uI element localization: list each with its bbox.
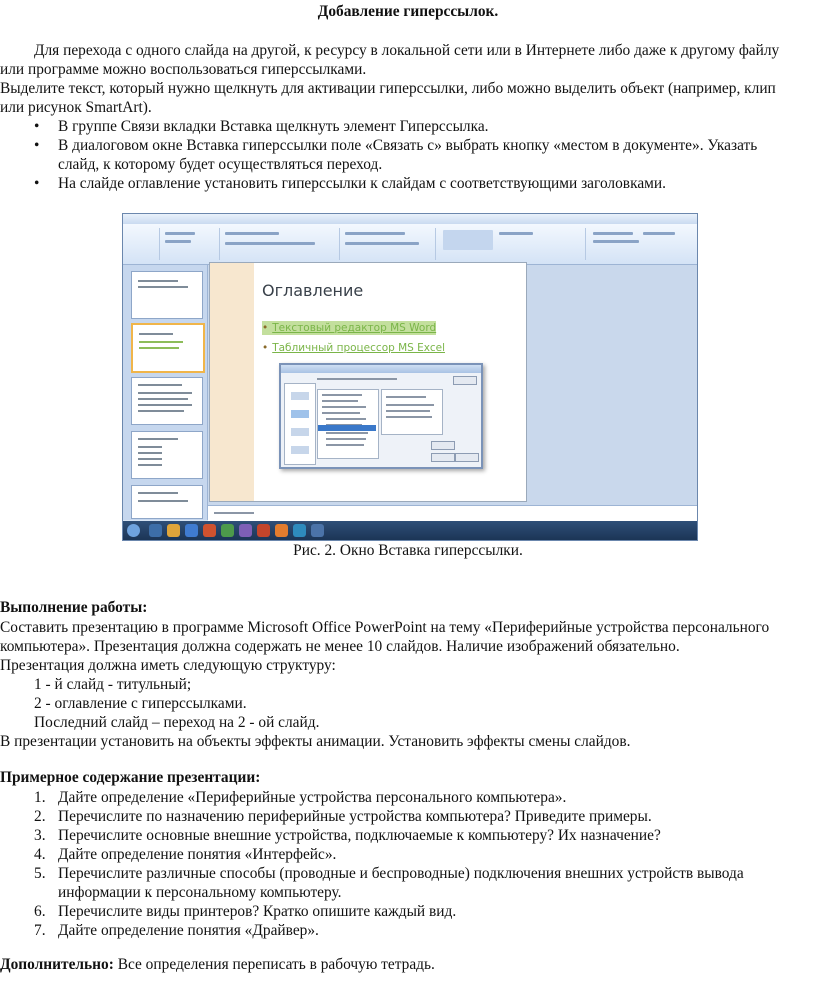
slide-thumbnail — [131, 431, 203, 479]
slide-hyperlink-item: • Табличный процессор MS Excel — [262, 342, 445, 354]
slide-thumbnail — [131, 271, 203, 319]
slide-hyperlink-item: • Текстовый редактор MS Word — [262, 322, 437, 334]
slide-thumbnails-pane — [123, 265, 208, 520]
intro-line-2: или программе можно воспользоваться гиперссылками. — [0, 61, 367, 78]
list-item — [0, 845, 816, 864]
ribbon — [123, 224, 697, 265]
list-number: 7. — [34, 922, 46, 939]
list-number: 6. — [34, 903, 46, 920]
list-item — [0, 174, 816, 193]
list-number: 5. — [34, 865, 46, 882]
intro-line-4: или рисунок SmartArt). — [0, 99, 152, 116]
list-item — [0, 136, 816, 174]
structure-item-2: 2 - оглавление с гиперссылками. — [34, 695, 247, 712]
work-line-4: В презентации установить на объекты эффекты анимации. Установить эффекты смены слайдов. — [0, 733, 631, 750]
work-heading: Выполнение работы: — [0, 599, 148, 616]
slide-thumbnail — [131, 377, 203, 425]
slide-thumbnail-selected — [131, 323, 205, 373]
bullet-text-continued: слайд, к которому будет осуществляться переход. — [58, 156, 383, 173]
dialog-slide-list — [317, 389, 379, 459]
bullet-icon: • — [262, 342, 269, 354]
list-item — [0, 902, 816, 921]
list-number: 2. — [34, 808, 46, 825]
list-item — [0, 117, 816, 136]
work-line-2: компьютера». Презентация должна содержать не менее 10 слайдов. Наличие изображений обязательно. — [0, 638, 680, 655]
work-line-3: Презентация должна иметь следующую структуру: — [0, 657, 336, 674]
list-number: 1. — [34, 789, 46, 806]
notes-pane — [208, 505, 697, 521]
list-item — [0, 807, 816, 826]
list-item — [0, 788, 816, 807]
intro-line-3: Выделите текст, который нужно щелкнуть для активации гиперссылки, либо можно выделить объект (например, клип — [0, 80, 776, 97]
additional-note — [0, 955, 816, 974]
document-title: Добавление гиперссылок. — [317, 3, 499, 20]
content-numbered-list — [0, 788, 816, 940]
bullet-text: В диалоговом окне Вставка гиперссылки поле «Связать с» выбрать кнопку «местом в документе». Указать — [58, 137, 758, 154]
work-line-1: Составить презентацию в программе Microsoft Office PowerPoint на тему «Периферийные устройства персонального — [0, 619, 770, 636]
list-item — [0, 864, 816, 902]
powerpoint-screenshot — [122, 213, 698, 541]
dialog-preview-pane — [381, 389, 443, 435]
list-item-text: Дайте определение «Периферийные устройства персонального компьютера». — [58, 789, 567, 806]
windows-taskbar — [123, 521, 697, 540]
structure-item-1: 1 - й слайд - титульный; — [34, 676, 192, 693]
additional-label: Дополнительно: — [0, 956, 114, 973]
list-item — [0, 921, 816, 940]
content-heading: Примерное содержание презентации: — [0, 769, 261, 786]
slide-thumbnail — [131, 485, 203, 519]
list-item-text: Дайте определение понятия «Драйвер». — [58, 922, 319, 939]
bullet-icon: • — [34, 175, 40, 192]
figure-caption: Рис. 2. Окно Вставка гиперссылки. — [293, 542, 523, 559]
bullet-icon: • — [34, 118, 40, 135]
list-item-text: Перечислите основные внешние устройства, подключаемые к компьютеру? Их назначение? — [58, 827, 661, 844]
bullet-text: В группе Связи вкладки Вставка щелкнуть элемент Гиперссылка. — [58, 118, 489, 135]
slide-title: Оглавление — [262, 281, 364, 300]
list-item — [0, 826, 816, 845]
dialog-titlebar — [281, 365, 481, 373]
bullet-text: На слайде оглавление установить гиперссылки к слайдам с соответствующими заголовками. — [58, 175, 666, 192]
bullet-icon: • — [34, 137, 40, 154]
additional-text: Все определения переписать в рабочую тетрадь. — [113, 956, 435, 973]
insert-hyperlink-dialog — [279, 363, 483, 469]
list-item-text-continued: информации к персональному компьютеру. — [58, 884, 342, 901]
list-item-text: Перечислите виды принтеров? Кратко опишите каждый вид. — [58, 903, 457, 920]
structure-item-3: Последний слайд – переход на 2 - ой слайд. — [34, 714, 320, 731]
list-number: 3. — [34, 827, 46, 844]
steps-bullet-list — [0, 117, 816, 193]
intro-line-1: Для перехода с одного слайда на другой, к ресурсу в локальной сети или в Интернете либо даже к другому файлу — [34, 42, 780, 59]
dialog-link-to-panel — [284, 383, 316, 465]
list-number: 4. — [34, 846, 46, 863]
start-icon — [127, 524, 140, 537]
list-item-text: Перечислите по назначению периферийные устройства компьютера? Приведите примеры. — [58, 808, 652, 825]
bullet-icon: • — [262, 322, 269, 334]
list-item-text: Перечислите различные способы (проводные и беспроводные) подключения внешних устройств вывода — [58, 865, 744, 882]
list-item-text: Дайте определение понятия «Интерфейс». — [58, 846, 337, 863]
